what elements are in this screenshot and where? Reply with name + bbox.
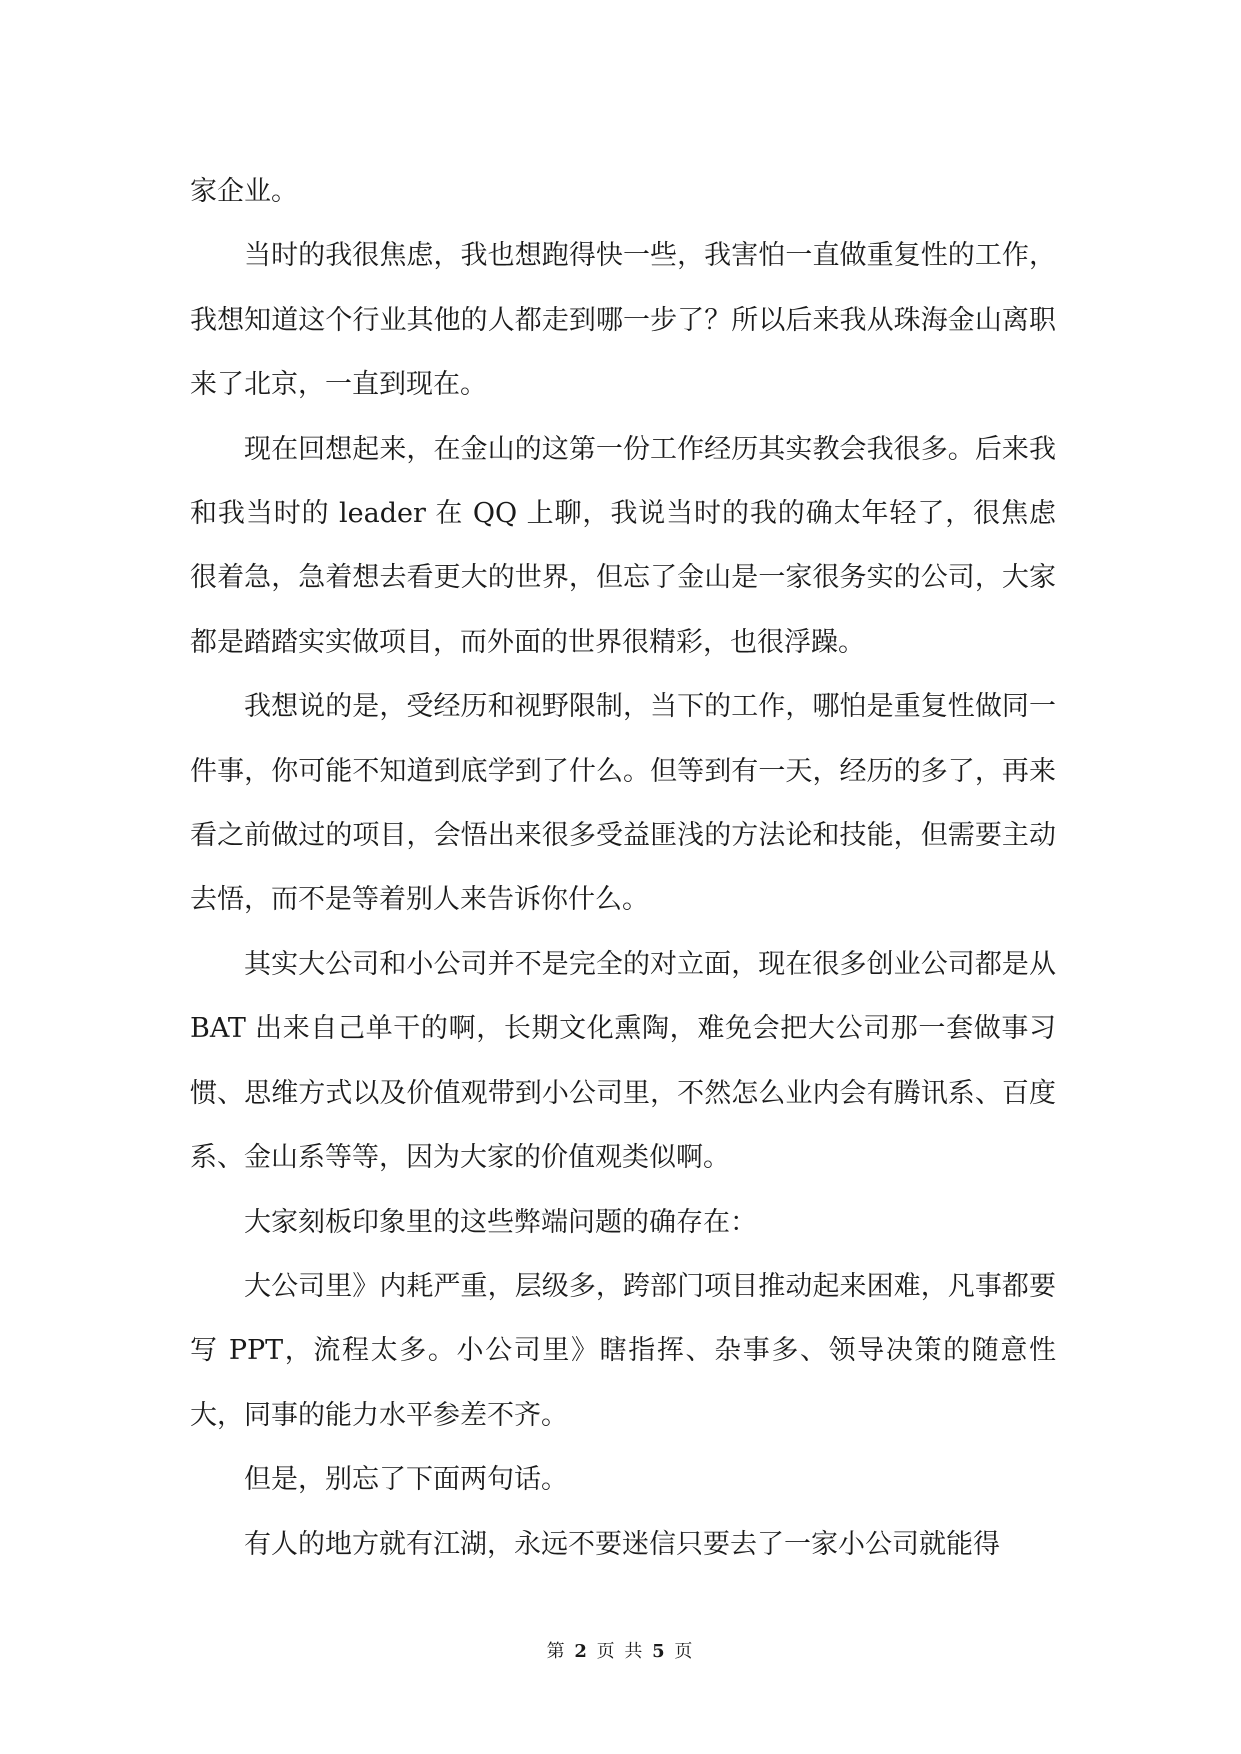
paragraph-3: 现在回想起来，在金山的这第一份工作经历其实教会我很多。后来我和我当时的 leader 在 QQ 上聊，我说当时的我的确太年轻了，很焦虑很着急，急着想去看更大的世界，但忘了金山是一家很务实的公司，大家都是踏踏实实做项目，而外面的世界很精彩，也很浮躁。 [190, 433, 1056, 658]
paragraph-7: 大公司里》内耗严重，层级多，跨部门项目推动起来困难，凡事都要写 PPT，流程太多。小公司里》瞎指挥、杂事多、领导决策的随意性大，同事的能力水平参差不齐。 [190, 1270, 1056, 1431]
footer-suffix: 页 [674, 1641, 695, 1662]
paragraph-5: 其实大公司和小公司并不是完全的对立面，现在很多创业公司都是从 BAT 出来自己单干的啊，长期文化熏陶，难免会把大公司那一套做事习惯、思维方式以及价值观带到小公司里，不然怎么业内会有腾讯系、百度系、金山系等等，因为大家的价值观类似啊。 [190, 948, 1056, 1174]
paragraph-1: 家企业。 [190, 176, 298, 207]
body-text [190, 160, 1056, 1577]
current-page-number: 2 [574, 1641, 589, 1662]
paragraph-6: 大家刻板印象里的这些弊端问题的确存在： [244, 1206, 757, 1238]
paragraph-9: 有人的地方就有江湖，永远不要迷信只要去了一家小公司就能得 [244, 1528, 1000, 1560]
paragraph-2: 当时的我很焦虑，我也想跑得快一些，我害怕一直做重复性的工作，我想知道这个行业其他的人都走到哪一步了？所以后来我从珠海金山离职来了北京，一直到现在。 [190, 240, 1056, 401]
total-pages-number: 5 [652, 1641, 667, 1662]
paragraph-8: 但是，别忘了下面两句话。 [244, 1464, 568, 1496]
page-footer [0, 1637, 1241, 1663]
footer-prefix: 第 [546, 1641, 567, 1662]
footer-middle: 页 共 [596, 1641, 645, 1662]
paragraph-4: 我想说的是，受经历和视野限制，当下的工作，哪怕是重复性做同一件事，你可能不知道到底学到了什么。但等到有一天，经历的多了，再来看之前做过的项目，会悟出来很多受益匪浅的方法论和技能，但需要主动去悟，而不是等着别人来告诉你什么。 [190, 691, 1056, 916]
